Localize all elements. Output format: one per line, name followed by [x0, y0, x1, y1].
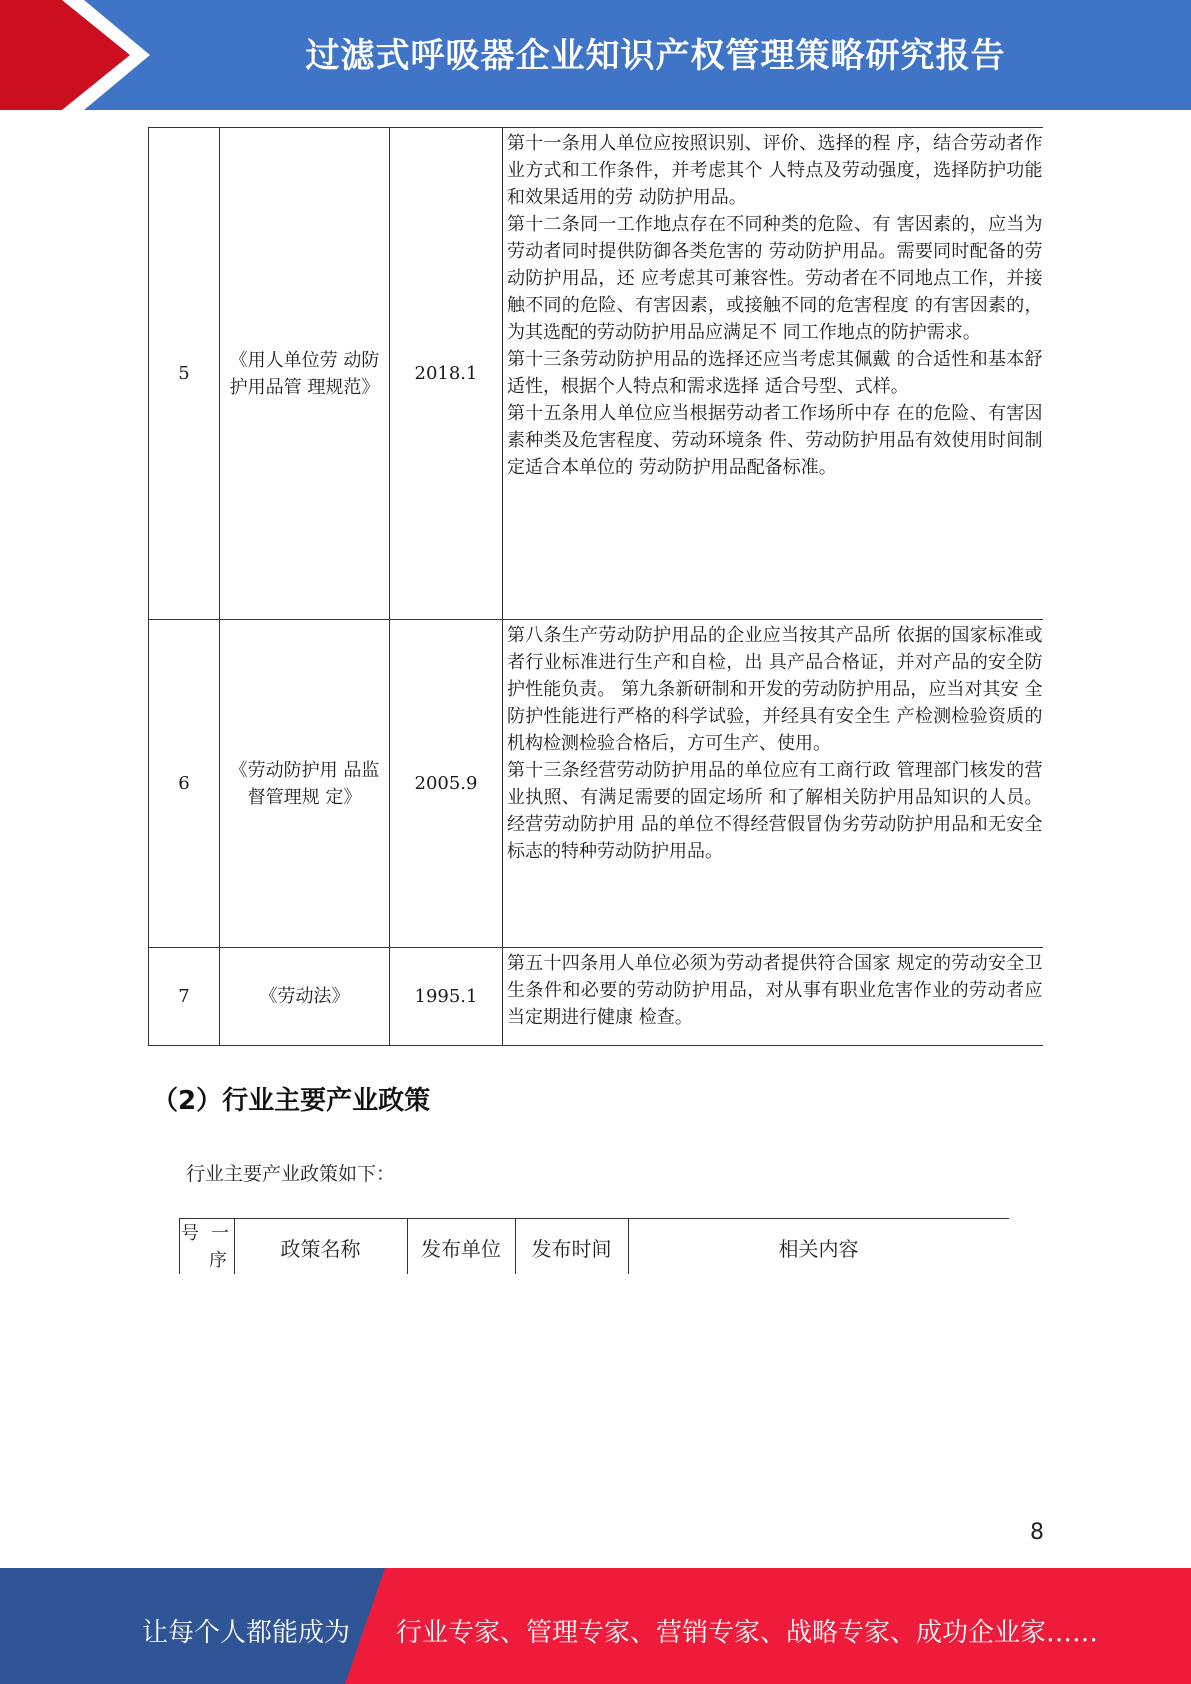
footer-slogan-right: 行业专家、管理专家、营销专家、战略专家、成功企业家……	[396, 1618, 1099, 1648]
report-title: 过滤式呼吸器企业知识产权管理策略研究报告	[305, 36, 1006, 76]
regulation-content	[503, 948, 1043, 1046]
header-date: 发布时间	[531, 1237, 612, 1261]
regulation-content	[503, 128, 1043, 620]
content-paragraph: 第十五条用人单位应当根据劳动者工作场所中存 在的危险、有害因素种类及危害程度、劳动环境条 件、劳动防护用品有效使用时间制定适合本单位的 劳动防护用品配备标准。	[507, 403, 1043, 478]
header-no-bottom: 序	[209, 1250, 227, 1271]
content-paragraph: 第十一条用人单位应按照识别、评价、选择的程 序，结合劳动者作业方式和工作条件，并考虑其个 人特点及劳动强度，选择防护功能和效果适用的劳 动防护用品。	[507, 133, 1043, 208]
header-no-top-right: 一	[211, 1223, 229, 1244]
header-arrow-decoration	[0, 0, 160, 110]
table-row	[149, 128, 1043, 620]
footer-slogan-left: 让每个人都能成为	[142, 1618, 351, 1648]
regulations-table	[148, 127, 1043, 1046]
table-row	[149, 948, 1043, 1046]
regulation-name: 《劳动法》	[220, 948, 390, 1046]
table-row	[149, 620, 1043, 948]
row-number: 6	[149, 620, 220, 948]
content-paragraph: 第八条生产劳动防护用品的企业应当按其产品所 依据的国家标准或者行业标准进行生产和自检，出 具产品合格证，并对产品的安全防护性能负责。 第九条新研制和开发的劳动防护用品，应当对其安 全防护性能进行严格的科学试验，并经具有安全生 产检测检验资质的机构检测检验合格后，方可生产、使用。	[507, 625, 1043, 754]
header-policy-name: 政策名称	[280, 1237, 361, 1261]
regulation-date: 2018.1	[390, 128, 503, 620]
page-footer	[0, 1568, 1191, 1684]
section-heading: （2）行业主要产业政策	[152, 1086, 431, 1116]
content-paragraph: 第十三条劳动防护用品的选择还应当考虑其佩戴 的合适性和基本舒适性，根据个人特点和需求选择 适合号型、式样。	[507, 349, 1043, 397]
regulation-name: 《用人单位劳 动防护用品管 理规范》	[220, 128, 390, 620]
row-number: 5	[149, 128, 220, 620]
regulation-content	[503, 620, 1043, 948]
policy-table-header	[179, 1218, 1009, 1274]
content-paragraph: 第十三条经营劳动防护用品的单位应有工商行政 管理部门核发的营业执照、有满足需要的固定场所 和了解相关防护用品知识的人员。经营劳动防护用 品的单位不得经营假冒伪劣劳动防护用品和无安全 标志的特种劳动防护用品。	[507, 760, 1043, 862]
page-header	[0, 0, 1191, 110]
regulation-date: 1995.1	[390, 948, 503, 1046]
header-no-top-left: 号	[181, 1223, 199, 1244]
page-number: 8	[1030, 1520, 1044, 1545]
content-paragraph: 第五十四条用人单位必须为劳动者提供符合国家 规定的劳动安全卫生条件和必要的劳动防护用品，对从事有职业危害作业的劳动者应当定期进行健康 检查。	[507, 953, 1043, 1028]
column-divider	[179, 1219, 180, 1274]
regulation-date: 2005.9	[390, 620, 503, 948]
section-intro: 行业主要产业政策如下：	[186, 1163, 396, 1185]
header-content: 相关内容	[778, 1237, 859, 1261]
header-publisher: 发布单位	[421, 1237, 501, 1261]
regulation-name: 《劳动防护用 品监督管理规 定》	[220, 620, 390, 948]
row-number: 7	[149, 948, 220, 1046]
content-paragraph: 第十二条同一工作地点存在不同种类的危险、有 害因素的，应当为劳动者同时提供防御各类危害的 劳动防护用品。需要同时配备的劳动防护用品，还 应考虑其可兼容性。劳动者在不同地点工作，并接 触不同的危险、有害因素，或接触不同的危害程度 的有害因素的，为其选配的劳动防护用品应满足不 同工作地点的防护需求。	[507, 214, 1043, 343]
